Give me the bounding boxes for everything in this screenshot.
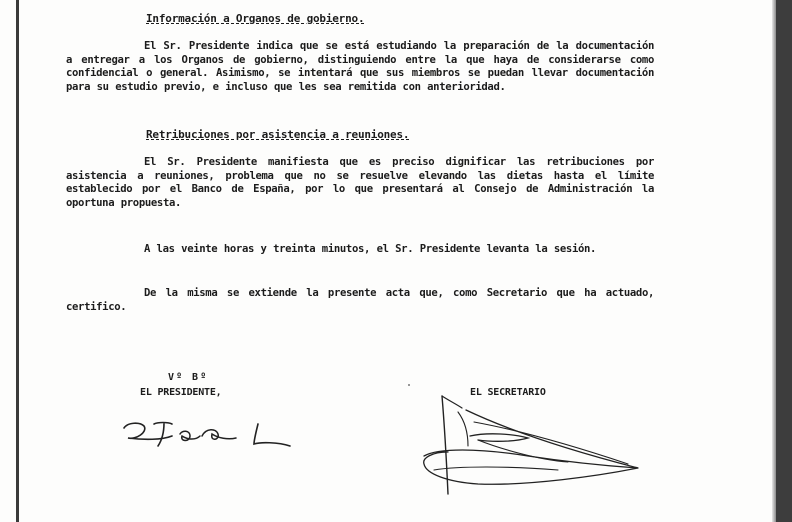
- vobo-label: Vº Bº: [168, 372, 209, 383]
- secretary-signature: [418, 390, 658, 500]
- paragraph-information: El Sr. Presidente indica que se está estudiando la preparación de la documentación a entregar a los Organos de gobierno, distinguiendo entre la que haya de considerarse como confidencial o general. Asimismo, se intentará que sus miembros se puedan llevar documentación para su estudio previo, e incluso que les sea remitida con anterioridad.: [66, 40, 654, 93]
- president-signature: [118, 410, 298, 460]
- section-heading-information: Información a Organos de gobierno.: [146, 12, 365, 25]
- paragraph-certification: De la misma se extiende la presente acta que, como Secretario que ha actuado, certifico.: [66, 287, 654, 313]
- paragraph-session-end: A las veinte horas y treinta minutos, el Sr. Presidente levanta la sesión.: [144, 243, 597, 255]
- scan-speck: [408, 384, 410, 386]
- secretary-label: EL SECRETARIO: [470, 387, 546, 398]
- scan-background: [776, 0, 792, 522]
- president-label: EL PRESIDENTE,: [140, 387, 222, 398]
- paragraph-retributions: El Sr. Presidente manifiesta que es preciso dignificar las retribuciones por asistencia a reuniones, problema que no se resuelve elevando las dietas hasta el límite establecido por el Banco de España, por lo que presentará al Consejo de Administración la oportuna propuesta.: [66, 156, 654, 209]
- section-heading-retributions: Retribuciones por asistencia a reuniones.: [146, 128, 410, 141]
